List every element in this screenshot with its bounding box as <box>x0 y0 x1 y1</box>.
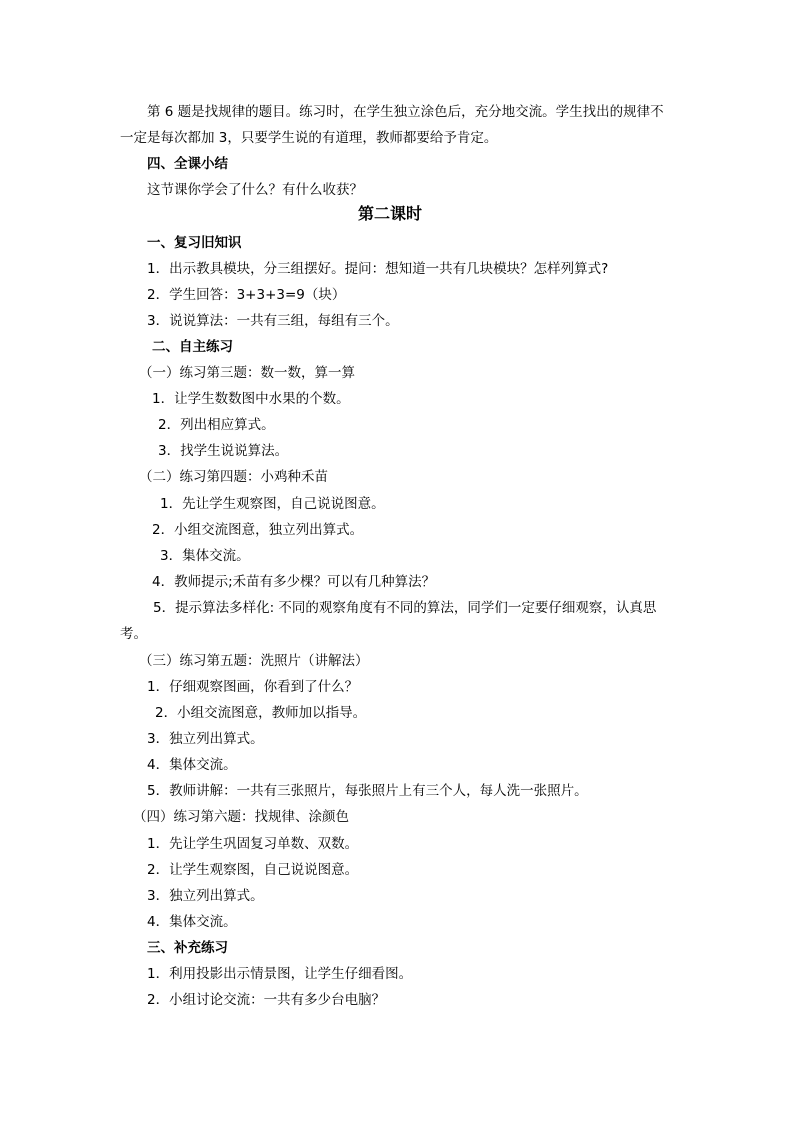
exercise-2-item-5-continued: 考。 <box>120 626 147 642</box>
exercise-4-item-3: 3．独立列出算式。 <box>147 888 264 904</box>
review-item-3: 3．说说算法：一共有三组，每组有三个。 <box>147 313 399 329</box>
paragraph-line-2: 一定是每次都加 3，只要学生说的有道理，教师都要给予肯定。 <box>120 130 498 146</box>
exercise-4-title: （四）练习第六题：找规律、涂颜色 <box>133 809 349 825</box>
exercise-3-item-3: 3．独立列出算式。 <box>147 731 264 747</box>
exercise-1-title: （一）练习第三题：数一数，算一算 <box>139 365 355 381</box>
exercise-2-item-4: 4．教师提示;禾苗有多少棵？可以有几种算法？ <box>152 574 436 590</box>
exercise-4-item-1: 1．先让学生巩固复习单数、双数。 <box>147 836 359 852</box>
heading-supplementary-practice: 三、补充练习 <box>147 940 228 956</box>
exercise-3-item-4: 4．集体交流。 <box>147 757 237 773</box>
heading-class-summary: 四、全课小结 <box>147 156 228 172</box>
supplementary-item-1: 1．利用投影出示情景图，让学生仔细看图。 <box>147 966 413 982</box>
supplementary-item-2: 2．小组讨论交流：一共有多少台电脑？ <box>147 992 386 1008</box>
exercise-3-title: （三）练习第五题：洗照片（讲解法） <box>139 653 369 669</box>
exercise-3-item-1: 1．仔细观察图画，你看到了什么？ <box>147 679 359 695</box>
exercise-3-item-5: 5．教师讲解：一共有三张照片，每张照片上有三个人，每人洗一张照片。 <box>147 783 588 799</box>
exercise-2-item-1: 1．先让学生观察图，自己说说图意。 <box>160 496 385 512</box>
review-item-2: 2．学生回答：3+3+3=9（块） <box>147 287 346 303</box>
exercise-2-title: （二）练习第四题：小鸡种禾苗 <box>139 469 328 485</box>
heading-self-practice: 二、自主练习 <box>152 339 233 355</box>
summary-question: 这节课你学会了什么？有什么收获？ <box>147 182 363 198</box>
heading-review: 一、复习旧知识 <box>147 235 242 251</box>
exercise-1-item-2: 2．列出相应算式。 <box>158 417 275 433</box>
exercise-3-item-2: 2．小组交流图意，教师加以指导。 <box>155 705 367 721</box>
exercise-4-item-4: 4．集体交流。 <box>147 914 237 930</box>
review-item-1: 1．出示教具模块，分三组摆好。提问：想知道一共有几块模块？怎样列算式? <box>147 261 609 277</box>
exercise-2-item-3: 3．集体交流。 <box>160 548 250 564</box>
exercise-2-item-2: 2．小组交流图意，独立列出算式。 <box>152 522 364 538</box>
lesson-title: 第二课时 <box>358 204 423 223</box>
exercise-1-item-3: 3．找学生说说算法。 <box>158 443 289 459</box>
exercise-4-item-2: 2．让学生观察图，自己说说图意。 <box>147 862 359 878</box>
exercise-1-item-1: 1．让学生数数图中水果的个数。 <box>152 391 350 407</box>
paragraph-line-1: 第 6 题是找规律的题目。练习时，在学生独立涂色后，充分地交流。学生找出的规律不 <box>147 104 664 120</box>
exercise-2-item-5: 5．提示算法多样化: 不同的观察角度有不同的算法，同学们一定要仔细观察，认真思 <box>153 600 657 616</box>
